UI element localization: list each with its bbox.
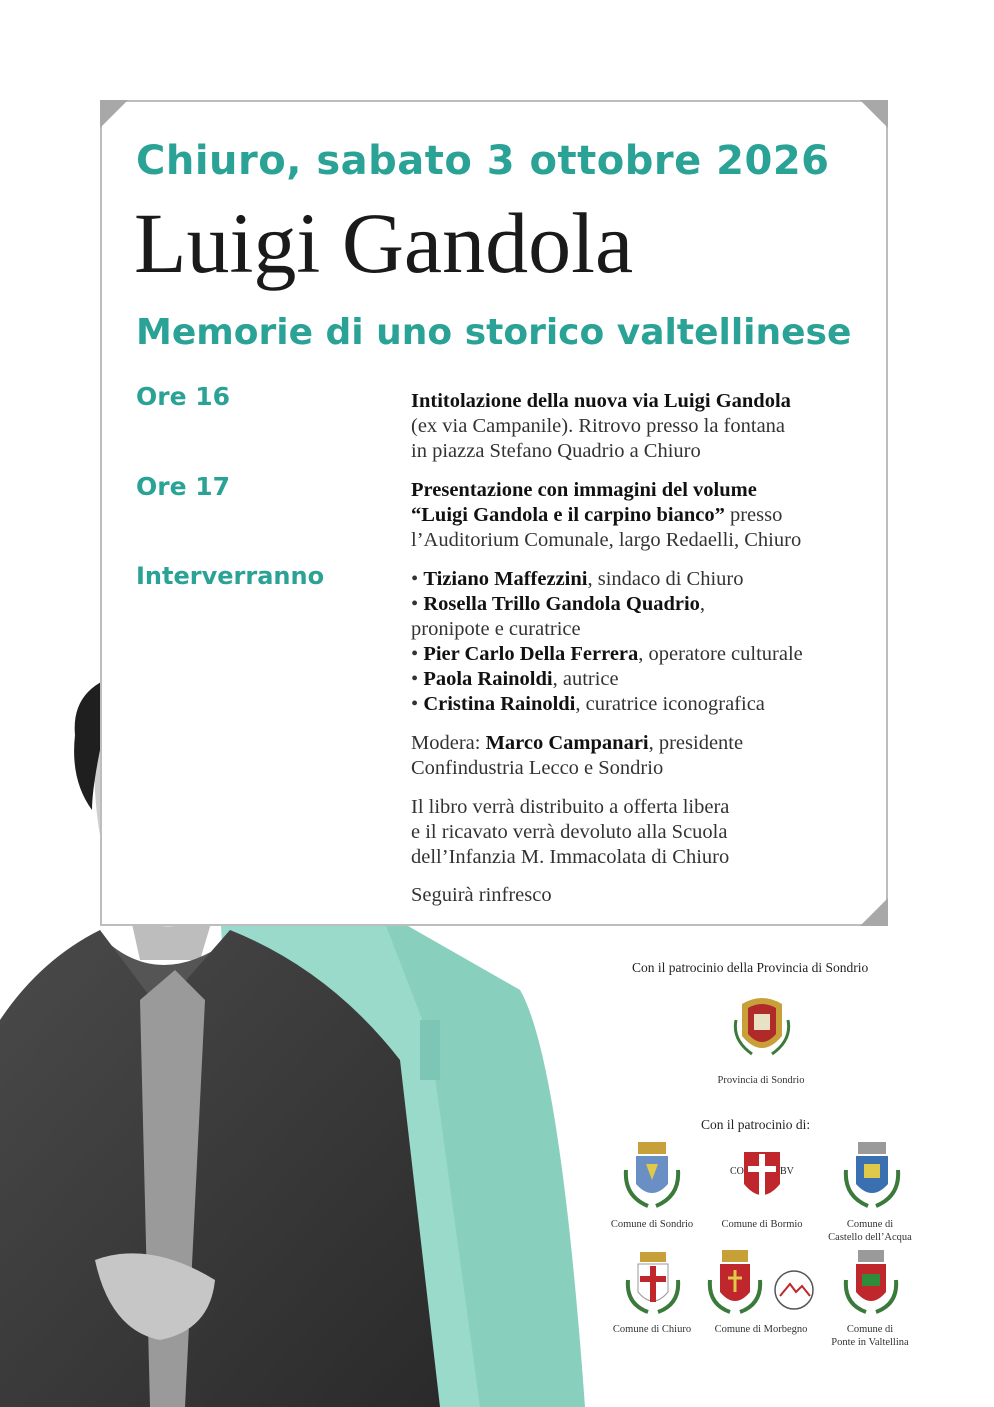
chiuro-caption: Comune di Chiuro bbox=[612, 1324, 692, 1335]
schedule-item-17 bbox=[411, 478, 881, 553]
moderator: Modera: Marco Campanari, presidente Confindustria Lecco e Sondrio bbox=[411, 732, 744, 779]
chiuro-crest-icon bbox=[624, 1250, 682, 1318]
svg-text:CO: CO bbox=[730, 1166, 744, 1177]
castello-crest-icon bbox=[840, 1140, 904, 1212]
svg-text:BV: BV bbox=[780, 1166, 794, 1177]
speaker-continuation: pronipote e curatrice bbox=[411, 618, 581, 640]
ponte-crest-icon bbox=[842, 1248, 900, 1318]
schedule-16-line2: (ex via Campanile). Ritrovo presso la fontana bbox=[411, 415, 786, 437]
schedule-17-title: Presentazione con immagini del volume bbox=[411, 479, 757, 501]
provincia-heading: Con il patrocinio della Provincia di Sondrio bbox=[632, 960, 869, 975]
book-title: “Luigi Gandola e il carpino bianco” bbox=[411, 504, 725, 526]
ponte-caption: Comune di Ponte in Valtellina bbox=[831, 1324, 909, 1348]
corner-tr bbox=[860, 100, 888, 128]
list-item: • Rosella Trillo Gandola Quadrio, bbox=[411, 593, 706, 615]
list-item: • Cristina Rainoldi, curatrice iconografica bbox=[411, 693, 765, 715]
event-date: Chiuro, sabato 3 ottobre 2026 bbox=[136, 138, 830, 184]
list-item: • Pier Carlo Della Ferrera, operatore culturale bbox=[411, 643, 803, 665]
patronage-heading: Con il patrocinio di: bbox=[701, 1117, 811, 1132]
speakers-label: Interverranno bbox=[136, 562, 325, 590]
list-item: • Tiziano Maffezzini, sindaco di Chiuro bbox=[411, 568, 744, 590]
refreshments-note: Seguirà rinfresco bbox=[411, 884, 552, 906]
page-title: Luigi Gandola bbox=[134, 195, 634, 291]
sondrio-caption: Comune di Sondrio bbox=[610, 1219, 694, 1230]
castello-caption: Comune di Castello dell’Acqua bbox=[828, 1219, 912, 1243]
speakers-list bbox=[411, 567, 881, 717]
provincia-crest-icon bbox=[732, 990, 792, 1062]
schedule-17-presso: presso bbox=[724, 504, 783, 526]
bormio-caption: Comune di Bormio bbox=[721, 1219, 803, 1230]
schedule-17-line3: l’Auditorium Comunale, largo Redaelli, Chiuro bbox=[411, 529, 802, 551]
schedule-16-line3: in piazza Stefano Quadrio a Chiuro bbox=[411, 440, 701, 462]
citta-alpina-logo-icon bbox=[772, 1268, 816, 1312]
schedule-item-16 bbox=[411, 389, 881, 464]
morbegno-caption: Comune di Morbegno bbox=[714, 1324, 808, 1335]
schedule-16-title: Intitolazione della nuova via Luigi Gandola bbox=[411, 390, 791, 412]
sondrio-crest-icon bbox=[620, 1140, 684, 1212]
bormio-crest-icon bbox=[730, 1148, 794, 1208]
subtitle: Memorie di uno storico valtellinese bbox=[136, 312, 852, 353]
time-label-16: Ore 16 bbox=[136, 382, 231, 411]
provincia-caption: Provincia di Sondrio bbox=[717, 1075, 805, 1086]
corner-tl bbox=[100, 100, 128, 128]
morbegno-crest-icon bbox=[706, 1248, 764, 1318]
distribution-note: Il libro verrà distribuito a offerta libera e il ricavato verrà devoluto alla Scuola dell’Infanzia M. Immacolata di Chiuro bbox=[411, 796, 730, 868]
time-label-17: Ore 17 bbox=[136, 472, 231, 501]
list-item: • Paola Rainoldi, autrice bbox=[411, 668, 619, 690]
